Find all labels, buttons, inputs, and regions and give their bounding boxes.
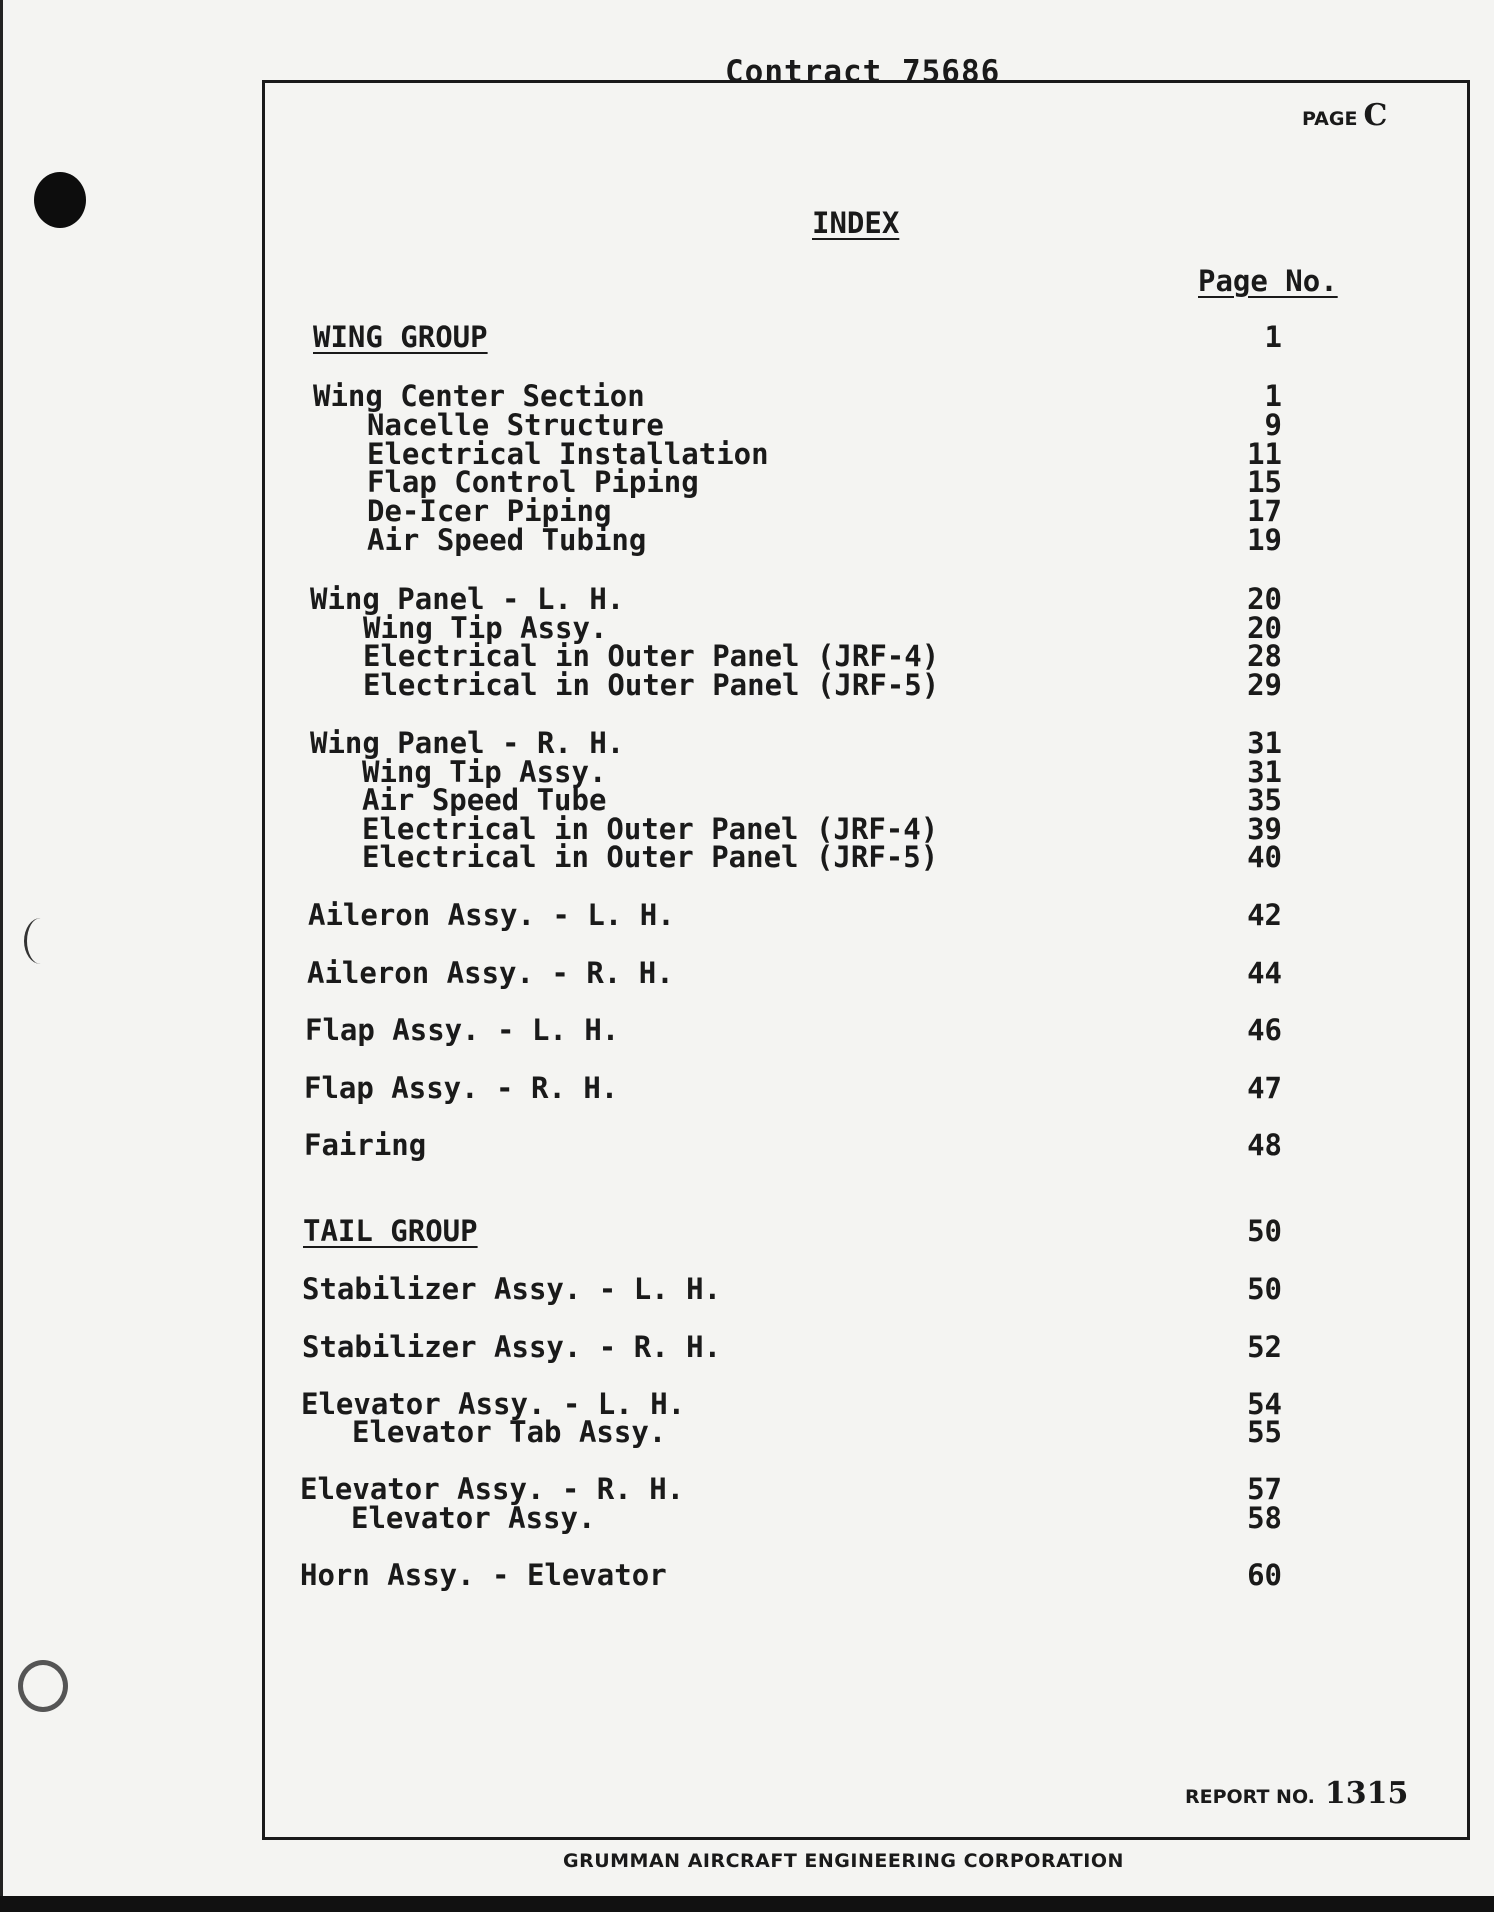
contract-number: Contract 75686: [725, 54, 1001, 90]
page-no-header: Page No.: [1198, 264, 1338, 298]
index-page-number: 28: [1247, 639, 1282, 673]
index-entry: Wing Center Section: [313, 379, 645, 413]
index-page-number: 40: [1247, 840, 1282, 874]
index-page-number: 31: [1247, 726, 1282, 760]
index-entry-sub: Electrical in Outer Panel (JRF-5): [363, 668, 940, 702]
index-entry: Elevator Assy. - R. H.: [300, 1472, 685, 1506]
index-entry: Stabilizer Assy. - R. H.: [302, 1330, 722, 1364]
company-footer: GRUMMAN AIRCRAFT ENGINEERING CORPORATION: [563, 1850, 1124, 1872]
index-entry: Aileron Assy. - L. H.: [308, 898, 675, 932]
report-label: REPORT NO.: [1185, 1786, 1315, 1808]
index-entry-sub: De-Icer Piping: [367, 494, 612, 528]
index-page-number: 42: [1247, 898, 1282, 932]
index-page-number: 55: [1247, 1415, 1282, 1449]
index-page-number: 29: [1247, 668, 1282, 702]
punch-hole-bottom: [18, 1660, 68, 1712]
index-page-number: 17: [1247, 494, 1282, 528]
index-entry: Elevator Assy. - L. H.: [301, 1387, 686, 1421]
report-number-value: 1315: [1324, 1776, 1409, 1811]
index-entry: Horn Assy. - Elevator: [300, 1558, 667, 1592]
index-page-number: 44: [1247, 956, 1282, 990]
index-page-number: 1: [1264, 379, 1282, 413]
index-entry-sub: Electrical in Outer Panel (JRF-4): [362, 812, 939, 846]
page-letter: C: [1363, 98, 1388, 133]
index-page-number: 57: [1247, 1472, 1282, 1506]
index-page-number: 39: [1247, 812, 1282, 846]
punch-hole-mid: [24, 918, 57, 964]
index-page-number: 58: [1247, 1501, 1282, 1535]
index-page-number: 54: [1247, 1387, 1282, 1421]
page-label: [1302, 98, 1387, 133]
index-entry-sub: Nacelle Structure: [367, 408, 664, 442]
index-page-number: 15: [1247, 465, 1282, 499]
index-entry: Aileron Assy. - R. H.: [307, 956, 674, 990]
index-page-number: 20: [1247, 582, 1282, 616]
index-page-number: 52: [1247, 1330, 1282, 1364]
index-page-number: 60: [1247, 1558, 1282, 1592]
index-page-number: 46: [1247, 1013, 1282, 1047]
index-entry-sub: Flap Control Piping: [367, 465, 699, 499]
page-label-text: PAGE: [1302, 108, 1358, 130]
index-entry: Flap Assy. - R. H.: [304, 1071, 619, 1105]
index-entry-sub: Elevator Assy.: [351, 1501, 596, 1535]
index-entry: Flap Assy. - L. H.: [305, 1013, 620, 1047]
index-page-number: 35: [1247, 783, 1282, 817]
index-entry: Wing Panel - R. H.: [310, 726, 625, 760]
index-entry-sub: Elevator Tab Assy.: [352, 1415, 667, 1449]
index-entry-sub: Electrical in Outer Panel (JRF-4): [363, 639, 940, 673]
index-page-number: 20: [1247, 611, 1282, 645]
index-page-number: 11: [1247, 437, 1282, 471]
index-entry-sub: Wing Tip Assy.: [362, 755, 607, 789]
index-entry-sub: Air Speed Tubing: [367, 523, 647, 557]
index-entry: Wing Panel - L. H.: [310, 582, 625, 616]
index-page-number: 31: [1247, 755, 1282, 789]
index-entry-wing-group: WING GROUP: [313, 320, 488, 354]
scan-edge-bottom: [0, 1896, 1494, 1912]
punch-hole-top: [34, 172, 86, 228]
index-page-number: 48: [1247, 1128, 1282, 1162]
scan-edge-left: [0, 0, 3, 1912]
index-page-number: 47: [1247, 1071, 1282, 1105]
index-entry-sub: Electrical in Outer Panel (JRF-5): [362, 840, 939, 874]
index-page-number: 19: [1247, 523, 1282, 557]
index-entry: Stabilizer Assy. - L. H.: [302, 1272, 722, 1306]
index-entry-sub: Electrical Installation: [367, 437, 769, 471]
index-entry-sub: Wing Tip Assy.: [363, 611, 608, 645]
index-title: INDEX: [812, 206, 900, 240]
report-number: [1185, 1776, 1408, 1811]
index-page-number: 9: [1264, 408, 1282, 442]
index-page-number: 1: [1264, 320, 1282, 354]
index-page-number: 50: [1247, 1272, 1282, 1306]
index-page-number: 50: [1247, 1214, 1282, 1248]
index-entry-tail-group: TAIL GROUP: [303, 1214, 478, 1248]
index-entry: Fairing: [304, 1128, 427, 1162]
index-entry-sub: Air Speed Tube: [362, 783, 607, 817]
